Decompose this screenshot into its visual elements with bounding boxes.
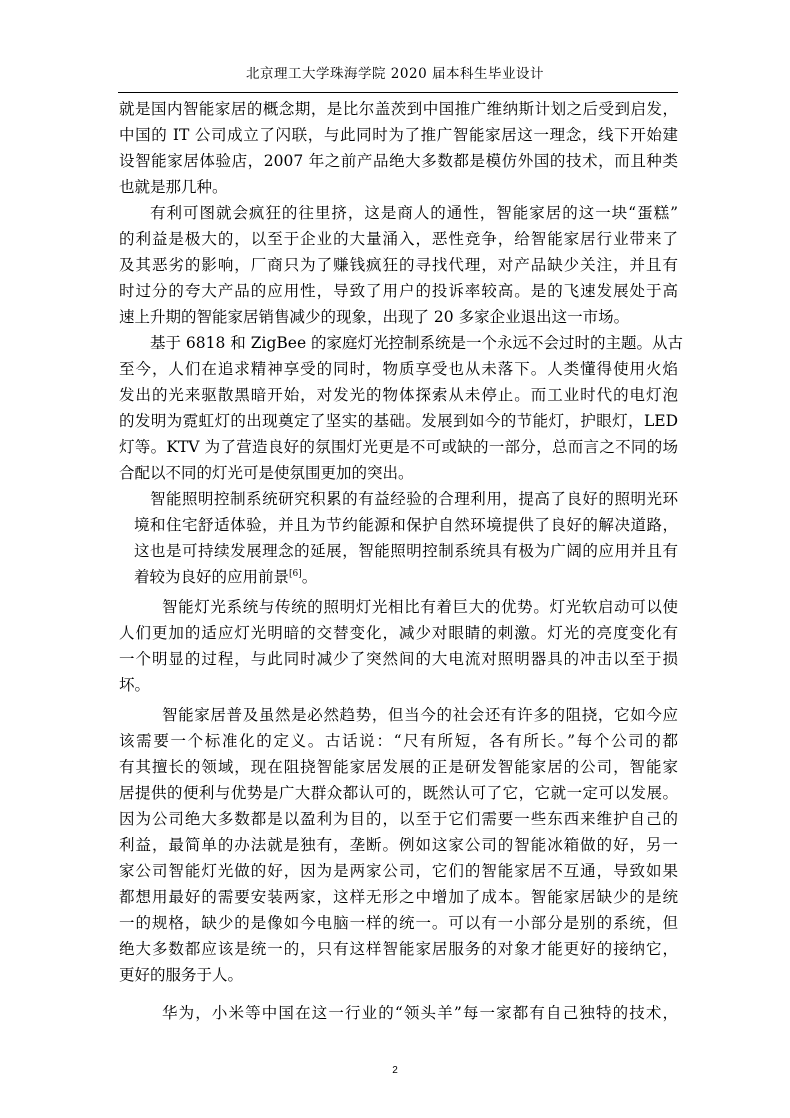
paragraph-1: [119, 96, 678, 200]
text-line: 家公司智能灯光做的好，因为是两家公司，它们的智能家居不互通，导致如果: [119, 862, 678, 880]
page-header: 北京理工大学珠海学院 2020 届本科生毕业设计: [246, 66, 544, 82]
citation-ref: [6]: [289, 568, 302, 579]
text-line: 速上升期的智能家居销售减少的现象，出现了 20 多家企业退出这一市场。: [119, 308, 630, 326]
text-line: 更好的服务于人。: [119, 966, 244, 984]
text-line: 设智能家居体验店，2007 年之前产品绝大多数都是模仿外国的技术，而且种类: [119, 152, 678, 170]
text-line: 有其擅长的领域，现在阻挠智能家居发展的正是研发智能家居的公司，智能家: [119, 758, 678, 776]
paragraph-6: [119, 702, 678, 988]
text-line: 该需要一个标准化的定义。古话说：“尺有所短，各有所长。”每个公司的都: [119, 732, 678, 750]
text-line: 居提供的便利与优势是广大群众都认可的，既然认可了它，它就一定可以发展。: [119, 784, 678, 802]
text-line: 一的规格，缺少的是像如今电脑一样的统一。可以有一小部分是别的系统，但: [119, 914, 678, 932]
text-line: 境和住宅舒适体验，并且为节约能源和保护自然环境提供了良好的解决道路，: [134, 516, 678, 534]
page-number: 2: [392, 1065, 398, 1076]
text-line: 有利可图就会疯狂的往里挤，这是商人的通性，智能家居的这一块“蛋糕”: [150, 204, 678, 222]
text-line: 这也是可持续发展理念的延展，智能照明控制系统具有极为广阔的应用并且有: [134, 542, 678, 560]
text-line-tail: 。: [301, 568, 318, 586]
paragraph-2: [119, 200, 678, 330]
paragraph-7: [119, 1000, 678, 1026]
text-line: 也就是那几种。: [119, 178, 228, 196]
text-line: 的发明为霓虹灯的出现奠定了坚实的基础。发展到如今的节能灯，护眼灯，LED: [119, 412, 678, 430]
text-line: 利益，最简单的办法就是独有，垄断。例如这家公司的智能冰箱做的好，另一: [119, 836, 678, 854]
text-line: 及其恶劣的影响，厂商只为了赚钱疯狂的寻找代理，对产品缺少关注，并且有: [119, 256, 678, 274]
text-line: 都想用最好的需要安装两家，这样无形之中增加了成本。智能家居缺少的是统: [119, 888, 678, 906]
header-divider: [118, 92, 678, 93]
paragraph-4: [119, 486, 678, 590]
text-line: 至今，人们在追求精神享受的同时，物质享受也从未落下。人类懂得使用火焰: [119, 360, 678, 378]
text-line: 坏。: [119, 676, 151, 694]
text-line: 因为公司绝大多数都是以盈利为目的，以至于它们需要一些东西来维护自己的: [119, 810, 678, 828]
text-line: 智能灯光系统与传统的照明灯光相比有着巨大的优势。灯光软启动可以使: [162, 598, 678, 616]
text-line: 中国的 IT 公司成立了闪联，与此同时为了推广智能家居这一理念，线下开始建: [119, 126, 678, 144]
paragraph-3: [119, 330, 684, 486]
text-line: 华为，小米等中国在这一行业的“领头羊”每一家都有自己独特的技术，: [162, 1004, 678, 1022]
text-line: 人们更加的适应灯光明暗的交替变化，减少对眼睛的刺激。灯光的亮度变化有: [119, 624, 678, 642]
text-line: [119, 564, 678, 590]
text-line: 基于 6818 和 ZigBee 的家庭灯光控制系统是一个永远不会过时的主题。从古: [150, 334, 684, 352]
text-line: 时过分的夸大产品的应用性，导致了用户的投诉率较高。是的飞速发展处于高: [119, 282, 678, 300]
text-line: 就是国内智能家居的概念期，是比尔盖茨到中国推广维纳斯计划之后受到启发，: [119, 100, 678, 118]
text-line: 绝大多数都应该是统一的，只有这样智能家居服务的对象才能更好的接纳它，: [119, 940, 678, 958]
text-line: 发出的光来驱散黑暗开始，对发光的物体探索从未停止。而工业时代的电灯泡: [119, 386, 678, 404]
text-line: 智能家居普及虽然是必然趋势，但当今的社会还有许多的阻挠，它如今应: [162, 706, 678, 724]
paragraph-5: [119, 594, 678, 698]
text-line: 灯等。KTV 为了营造良好的氛围灯光更是不可或缺的一部分，总而言之不同的场: [119, 438, 678, 456]
text-line: 一个明显的过程，与此同时减少了突然间的大电流对照明器具的冲击以至于损: [119, 650, 678, 668]
text-line-content: 着较为良好的应用前景: [134, 568, 290, 586]
text-line: 合配以不同的灯光可是使氛围更加的突出。: [119, 464, 414, 482]
text-line: 智能照明控制系统研究积累的有益经验的合理利用，提高了良好的照明光环: [150, 490, 678, 508]
text-line: 的利益是极大的，以至于企业的大量涌入，恶性竞争，给智能家居行业带来了: [119, 230, 678, 248]
